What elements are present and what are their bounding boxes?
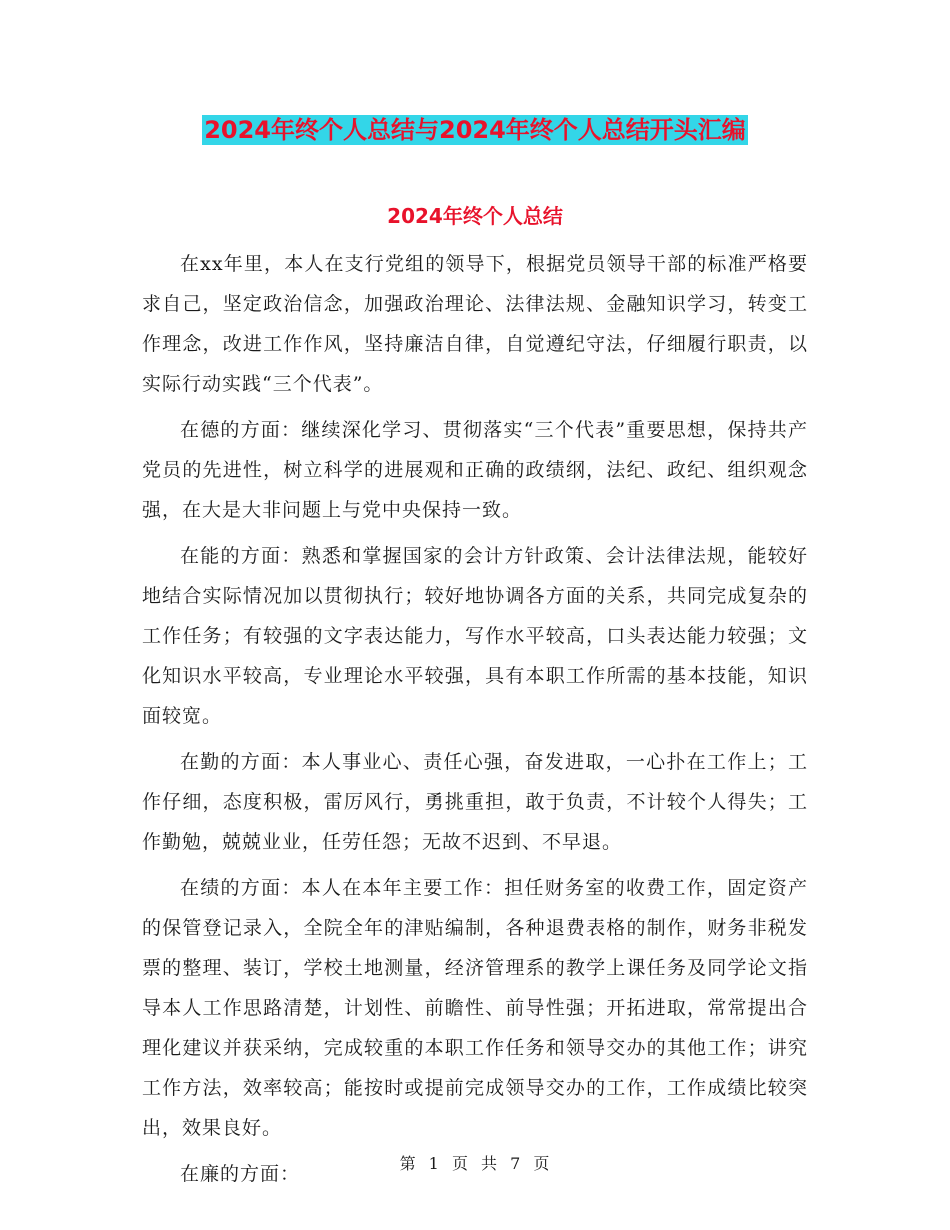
paragraph-intro: 在xx年里，本人在支行党组的领导下，根据党员领导干部的标准严格要求自己，坚定政治信念，加强政治理论、法律法规、金融知识学习，转变工作理念，改进工作作风，坚持廉洁自律，自觉遵纪守法，仔细履行职责，以实际行动实践“三个代表”。 [142,253,808,395]
paragraph-diligence: 在勤的方面：本人事业心、责任心强，奋发进取，一心扑在工作上；工作仔细，态度积极，雷厉风行，勇挑重担，敢于负责，不计较个人得失；工作勤勉，兢兢业业，任劳任怨；无故不迟到、不早退。 [142,751,808,853]
document-body [142,244,808,1200]
paragraph-ability: 在能的方面：熟悉和掌握国家的会计方针政策、会计法律法规，能较好地结合实际情况加以贯彻执行；较好地协调各方面的关系，共同完成复杂的工作任务；有较强的文字表达能力，写作水平较高，口头表达能力较强；文化知识水平较高，专业理论水平较强，具有本职工作所需的基本技能，知识面较宽。 [142,545,808,727]
section-title: 2024年终个人总结 [387,204,563,228]
document-title [0,112,950,148]
paragraph-integrity: 在廉的方面： [180,1163,301,1185]
document-title-text: 2024年终个人总结与2024年终个人总结开头汇编 [204,116,746,144]
paragraph-morality: 在德的方面：继续深化学习、贯彻落实“三个代表”重要思想，保持共产党员的先进性，树立科学的进展观和正确的政绩纲，法纪、政纪、组织观念强，在大是大非问题上与党中央保持一致。 [142,419,808,521]
paragraph-achievement: 在绩的方面：本人在本年主要工作：担任财务室的收费工作，固定资产的保管登记录入，全院全年的津贴编制，各种退费表格的制作，财务非税发票的整理、装订，学校土地测量，经济管理系的教学上课任务及同学论文指导本人工作思路清楚，计划性、前瞻性、前导性强；开拓进取，常常提出合理化建议并获采纳，完成较重的本职工作任务和领导交办的其他工作；讲究工作方法，效率较高；能按时或提前完成领导交办的工作，工作成绩比较突出，效果良好。 [142,877,808,1139]
page-footer: 第 1 页 共 7 页 [399,1154,551,1173]
